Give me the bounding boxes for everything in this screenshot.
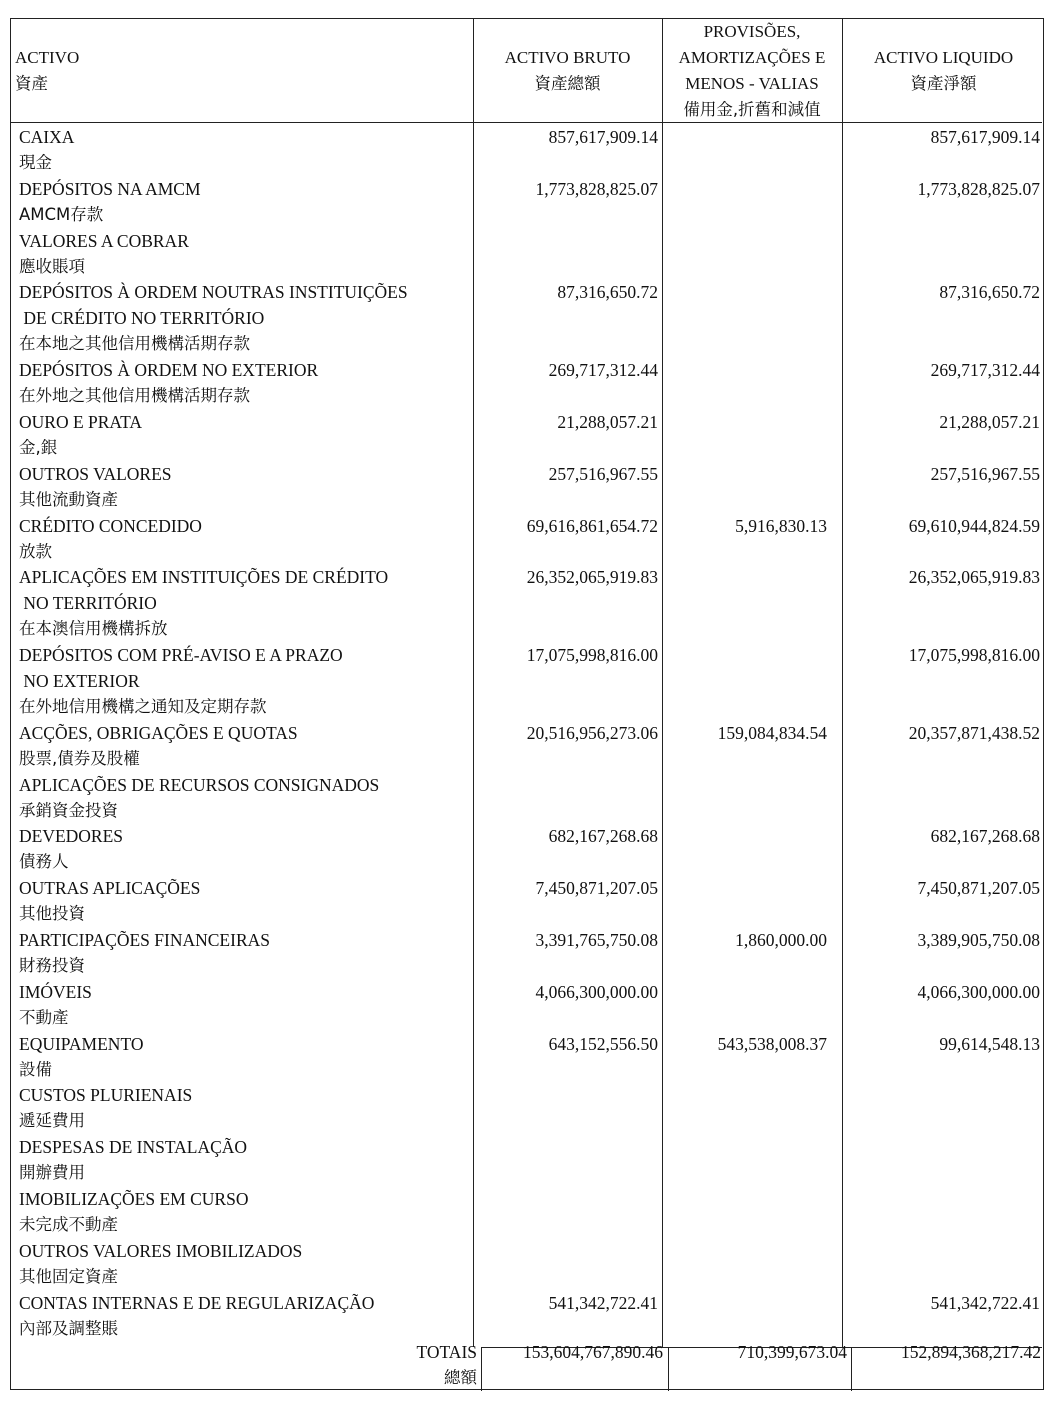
cell-provisoes: 5,916,830.13 — [735, 515, 827, 536]
header-divider — [11, 122, 1042, 123]
cell-activo-bruto: 257,516,967.55 — [548, 463, 658, 484]
cell-provisoes: 1,860,000.00 — [735, 929, 827, 950]
row-label: DEVEDORES 債務人 — [19, 826, 124, 872]
row-label: IMOBILIZAÇÕES EM CURSO 未完成不動產 — [19, 1188, 249, 1234]
cell-activo-liquido: 257,516,967.55 — [930, 463, 1040, 484]
cell-activo-liquido: 269,717,312.44 — [930, 360, 1040, 381]
cell-activo-bruto: 21,288,057.21 — [557, 411, 658, 432]
column-divider — [662, 19, 663, 1347]
row-label: DEPÓSITOS À ORDEM NOUTRAS INSTITUIÇÕES DE CRÉDITO NO TERRITÓRIO 在本地之其他信用機構活期存款 — [19, 282, 408, 354]
cell-activo-liquido: 857,617,909.14 — [930, 127, 1040, 147]
row-label: ACÇÕES, OBRIGAÇÕES E QUOTAS 股票,債券及股權 — [19, 722, 298, 768]
cell-activo-liquido: 682,167,268.68 — [930, 826, 1040, 847]
row-label: CRÉDITO CONCEDIDO 放款 — [19, 515, 202, 561]
cell-activo-bruto: 3,391,765,750.08 — [535, 929, 658, 950]
header-activo: ACTIVO 資產 — [15, 48, 80, 93]
cell-activo-liquido: 21,288,057.21 — [939, 411, 1040, 432]
cell-activo-bruto: 26,352,065,919.83 — [526, 567, 658, 588]
cell-activo-liquido: 99,614,548.13 — [939, 1033, 1040, 1054]
header-provisoes: PROVISÕES, AMORTIZAÇÕES E MENOS - VALIAS 備用金,折舊和減值 — [678, 22, 826, 119]
cell-activo-liquido: 20,357,871,438.52 — [908, 722, 1040, 743]
totals-activo-liquido: 152,894,368,217.42 — [901, 1342, 1041, 1362]
cell-activo-liquido: 4,066,300,000.00 — [917, 981, 1040, 1002]
totals-provisoes: 710,399,673.04 — [737, 1342, 847, 1362]
cell-activo-bruto: 682,167,268.68 — [548, 826, 658, 847]
header-activo-liquido: ACTIVO LIQUIDO 資產淨額 — [873, 48, 1014, 93]
cell-activo-liquido: 3,389,905,750.08 — [917, 929, 1040, 950]
cell-provisoes: 543,538,008.37 — [717, 1033, 827, 1054]
row-label: APLICAÇÕES EM INSTITUIÇÕES DE CRÉDITO NO TERRITÓRIO 在本澳信用機構拆放 — [19, 567, 389, 639]
cell-activo-liquido: 17,075,998,816.00 — [908, 645, 1040, 665]
cell-activo-bruto: 4,066,300,000.00 — [535, 981, 658, 1002]
totals-label: TOTAIS 總額 — [416, 1342, 477, 1387]
cell-activo-bruto: 269,717,312.44 — [548, 360, 658, 381]
cell-activo-bruto: 7,450,871,207.05 — [535, 878, 658, 899]
row-label: DEPÓSITOS NA AMCM AMCM存款 — [19, 178, 201, 224]
row-label: IMÓVEIS 不動產 — [19, 981, 92, 1027]
totals-activo-bruto: 153,604,767,890.46 — [523, 1342, 663, 1362]
row-label: CONTAS INTERNAS E DE REGULARIZAÇÃO 內部及調整賬 — [19, 1292, 375, 1338]
cell-activo-liquido: 87,316,650.72 — [939, 282, 1040, 303]
cell-activo-liquido: 26,352,065,919.83 — [908, 567, 1040, 588]
cell-activo-liquido: 69,610,944,824.59 — [908, 515, 1040, 536]
row-label: DESPESAS DE INSTALAÇÃO 開辦費用 — [19, 1137, 248, 1183]
row-label: OUTROS VALORES 其他流動資產 — [19, 463, 172, 509]
row-label: DEPÓSITOS À ORDEM NO EXTERIOR 在外地之其他信用機構活期存款 — [19, 360, 319, 406]
row-label: DEPÓSITOS COM PRÉ-AVISO E A PRAZO NO EXTERIOR 在外地信用機構之通知及定期存款 — [19, 645, 343, 716]
row-label: OURO E PRATA 金,銀 — [19, 411, 143, 457]
cell-activo-bruto: 17,075,998,816.00 — [526, 645, 658, 665]
cell-activo-bruto: 69,616,861,654.72 — [526, 515, 658, 536]
row-label: EQUIPAMENTO 設備 — [19, 1033, 144, 1079]
column-divider — [473, 19, 474, 1347]
cell-activo-bruto: 87,316,650.72 — [557, 282, 658, 303]
cell-activo-bruto: 1,773,828,825.07 — [535, 178, 658, 199]
cell-activo-bruto: 643,152,556.50 — [548, 1033, 658, 1054]
row-label: CUSTOS PLURIENAIS 遞延費用 — [19, 1085, 193, 1131]
balance-sheet-table — [10, 18, 1044, 1390]
cell-activo-bruto: 857,617,909.14 — [548, 127, 658, 147]
header-activo-bruto: ACTIVO BRUTO 資產總額 — [504, 48, 631, 93]
row-label: CAIXA 現金 — [19, 127, 75, 172]
cell-provisoes: 159,084,834.54 — [717, 722, 827, 743]
row-label: OUTRAS APLICAÇÕES 其他投資 — [19, 878, 201, 924]
cell-activo-liquido: 1,773,828,825.07 — [917, 178, 1040, 199]
row-label: PARTICIPAÇÕES FINANCEIRAS 財務投資 — [19, 929, 270, 975]
cell-activo-bruto: 541,342,722.41 — [548, 1292, 658, 1313]
row-label: OUTROS VALORES IMOBILIZADOS 其他固定資產 — [19, 1240, 303, 1286]
cell-activo-bruto: 20,516,956,273.06 — [526, 722, 658, 743]
row-label: APLICAÇÕES DE RECURSOS CONSIGNADOS 承銷資金投資 — [19, 774, 380, 820]
row-label: VALORES A COBRAR 應收賬項 — [19, 230, 189, 276]
column-divider — [842, 19, 843, 1347]
cell-activo-liquido: 541,342,722.41 — [930, 1292, 1040, 1313]
cell-activo-liquido: 7,450,871,207.05 — [917, 878, 1040, 899]
